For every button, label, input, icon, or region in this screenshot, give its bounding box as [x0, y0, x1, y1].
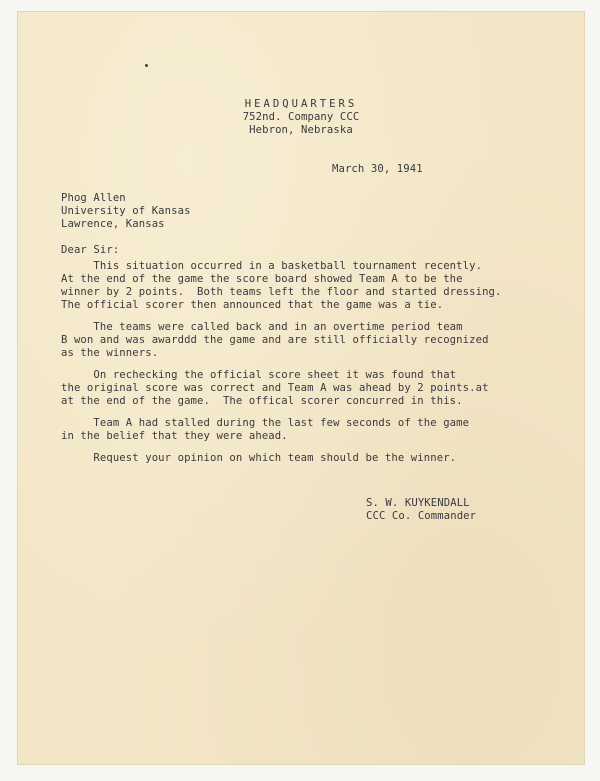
salutation: Dear Sir: — [61, 244, 120, 256]
recipient-city: Lawrence, Kansas — [61, 218, 165, 230]
recipient-name: Phog Allen — [61, 192, 126, 204]
body-line: the original score was correct and Team A was ahead by 2 points.at — [61, 382, 489, 394]
body-line: Team A had stalled during the last few seconds of the game — [61, 417, 470, 429]
body-line: B won and was awarddd the game and are still officially recognized — [61, 334, 489, 346]
body-line: This situation occurred in a basketball tournament recently. — [61, 260, 483, 272]
letterhead-unit: 752nd. Company CCC — [242, 111, 360, 123]
body-line: winner by 2 points. Both teams left the floor and started dressing. — [61, 286, 502, 298]
body-line: At the end of the game the score board showed Team A to be the — [61, 273, 463, 285]
body-line: as the winners. — [61, 347, 159, 359]
body-line: Request your opinion on which team should be the winner. — [61, 452, 457, 464]
letter-date: March 30, 1941 — [332, 163, 423, 175]
letter-page — [18, 12, 584, 764]
body-line: The teams were called back and in an overtime period team — [61, 321, 463, 333]
signature-name: S. W. KUYKENDALL — [366, 497, 470, 509]
recipient-institution: University of Kansas — [61, 205, 191, 217]
signature-title: CCC Co. Commander — [366, 510, 477, 522]
body-line: in the belief that they were ahead. — [61, 430, 288, 442]
ink-dot — [145, 64, 148, 67]
body-line: at the end of the game. The offical scorer concurred in this. — [61, 395, 463, 407]
letterhead-location: Hebron, Nebraska — [249, 124, 353, 136]
body-line: On rechecking the official score sheet it was found that — [61, 369, 457, 381]
body-line: The official scorer then announced that the game was a tie. — [61, 299, 444, 311]
letterhead-org: HEADQUARTERS — [244, 98, 358, 110]
